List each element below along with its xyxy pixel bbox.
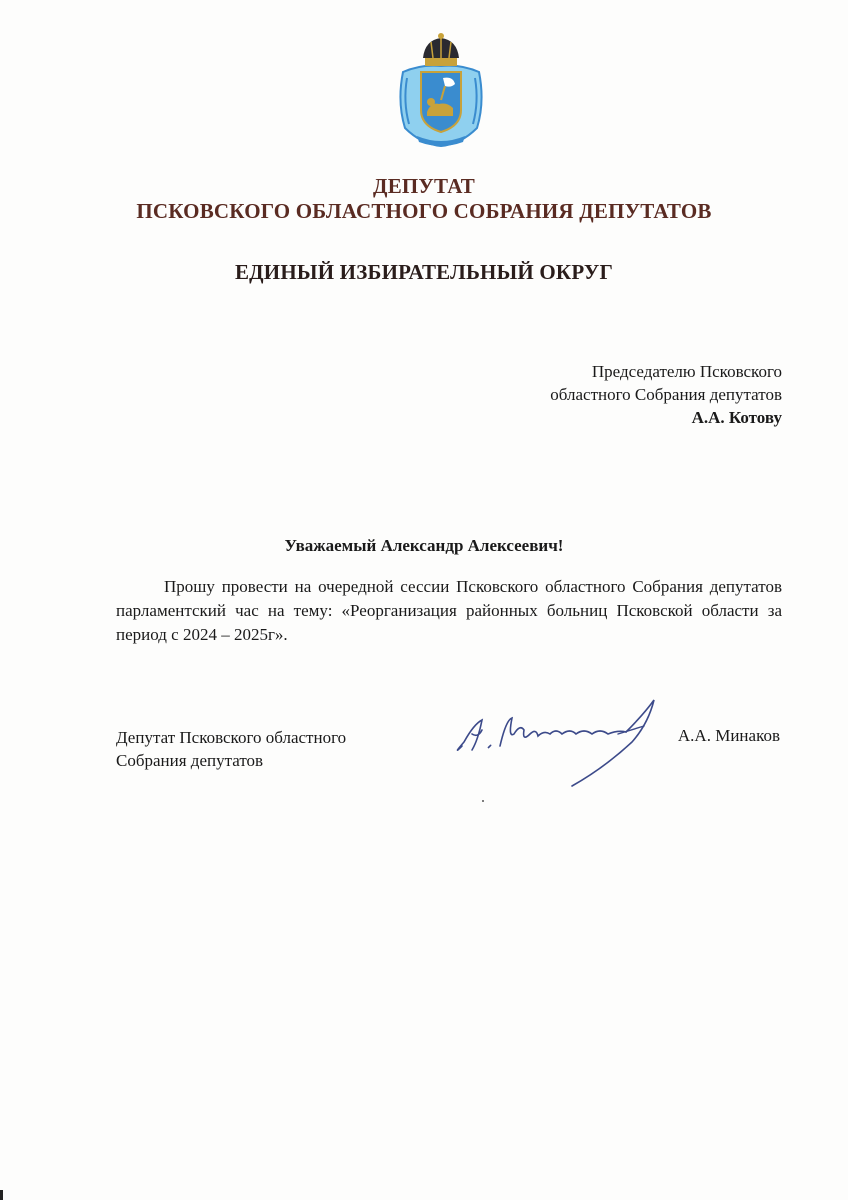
header-title-deputy: ДЕПУТАТ bbox=[373, 174, 475, 198]
greeting: Уважаемый Александр Алексеевич! bbox=[284, 536, 564, 555]
header-constituency: ЕДИНЫЙ ИЗБИРАТЕЛЬНЫЙ ОКРУГ bbox=[234, 260, 614, 284]
addressee-line-2: областного Собрания депутатов bbox=[550, 385, 782, 404]
signer-title-line-1: Депутат Псковского областного bbox=[116, 728, 347, 747]
pskov-oblast-coat-of-arms-icon bbox=[391, 32, 491, 154]
signer-title bbox=[116, 726, 346, 772]
addressee-block bbox=[550, 360, 782, 429]
scan-edge-mark bbox=[0, 1190, 3, 1200]
ink-dot bbox=[482, 800, 484, 802]
handwritten-signature-icon bbox=[448, 694, 680, 792]
signer-title-line-2: Собрания депутатов bbox=[116, 751, 264, 770]
header-title-assembly: ПСКОВСКОГО ОБЛАСТНОГО СОБРАНИЯ ДЕПУТАТОВ bbox=[136, 199, 712, 223]
addressee-line-1: Председателю Псковского bbox=[591, 362, 782, 381]
addressee-name: А.А. Котову bbox=[691, 408, 782, 427]
signer-name: А.А. Минаков bbox=[677, 726, 780, 745]
letter-body: Прошу провести на очередной сессии Псковского областного Собрания депутатов парламентский час на тему: «Реорганизация районных больниц Псковской области за период с 2024 – 2025г». bbox=[116, 577, 782, 644]
